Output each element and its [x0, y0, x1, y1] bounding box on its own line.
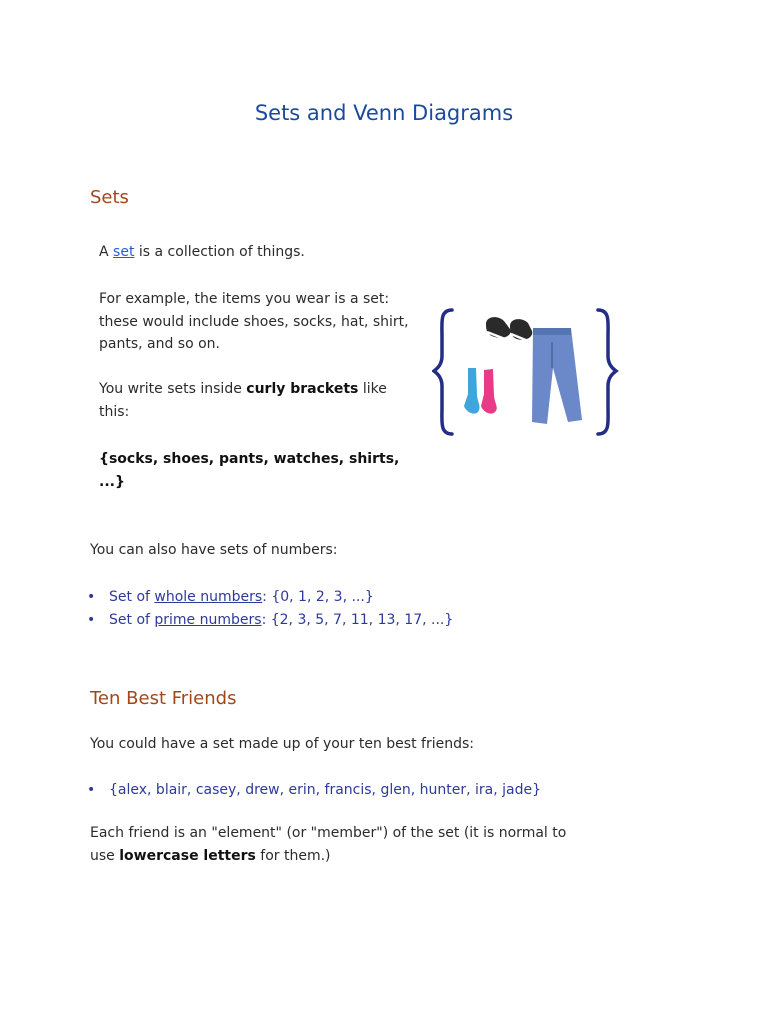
pants-icon: [532, 328, 582, 424]
clothing-set-figure: [432, 302, 620, 442]
whole-numbers-link[interactable]: whole numbers: [154, 589, 263, 605]
bullet-icon: •: [87, 589, 96, 605]
prime-numbers-link[interactable]: prime numbers: [154, 612, 262, 628]
set-link[interactable]: set: [113, 244, 135, 260]
set-definition: A set is a collection of things.: [99, 244, 305, 260]
bullet-icon: •: [87, 612, 96, 628]
clothing-set-example: {socks, shoes, pants, watches, shirts, ...}: [99, 451, 400, 490]
bullet-icon: •: [87, 782, 96, 798]
curly-brackets-note: You write sets inside curly brackets like this:: [99, 381, 387, 420]
wear-example: For example, the items you wear is a set: these would include shoes, socks, hat, shirt, pants, and so on.: [99, 291, 409, 352]
heading-ten-best-friends: Ten Best Friends: [90, 688, 237, 709]
left-curly-bracket: [434, 310, 452, 434]
socks-icon: [464, 368, 497, 414]
element-note: Each friend is an "element" (or "member") of the set (it is normal to use lowercase letters for them.): [90, 825, 567, 864]
friends-intro: You could have a set made up of your ten best friends:: [90, 736, 474, 752]
numbers-intro: You can also have sets of numbers:: [90, 542, 338, 558]
shoes-icon: [486, 317, 532, 341]
heading-sets: Sets: [90, 187, 129, 208]
right-curly-bracket: [598, 310, 616, 434]
page-title: Sets and Venn Diagrams: [254, 101, 514, 125]
